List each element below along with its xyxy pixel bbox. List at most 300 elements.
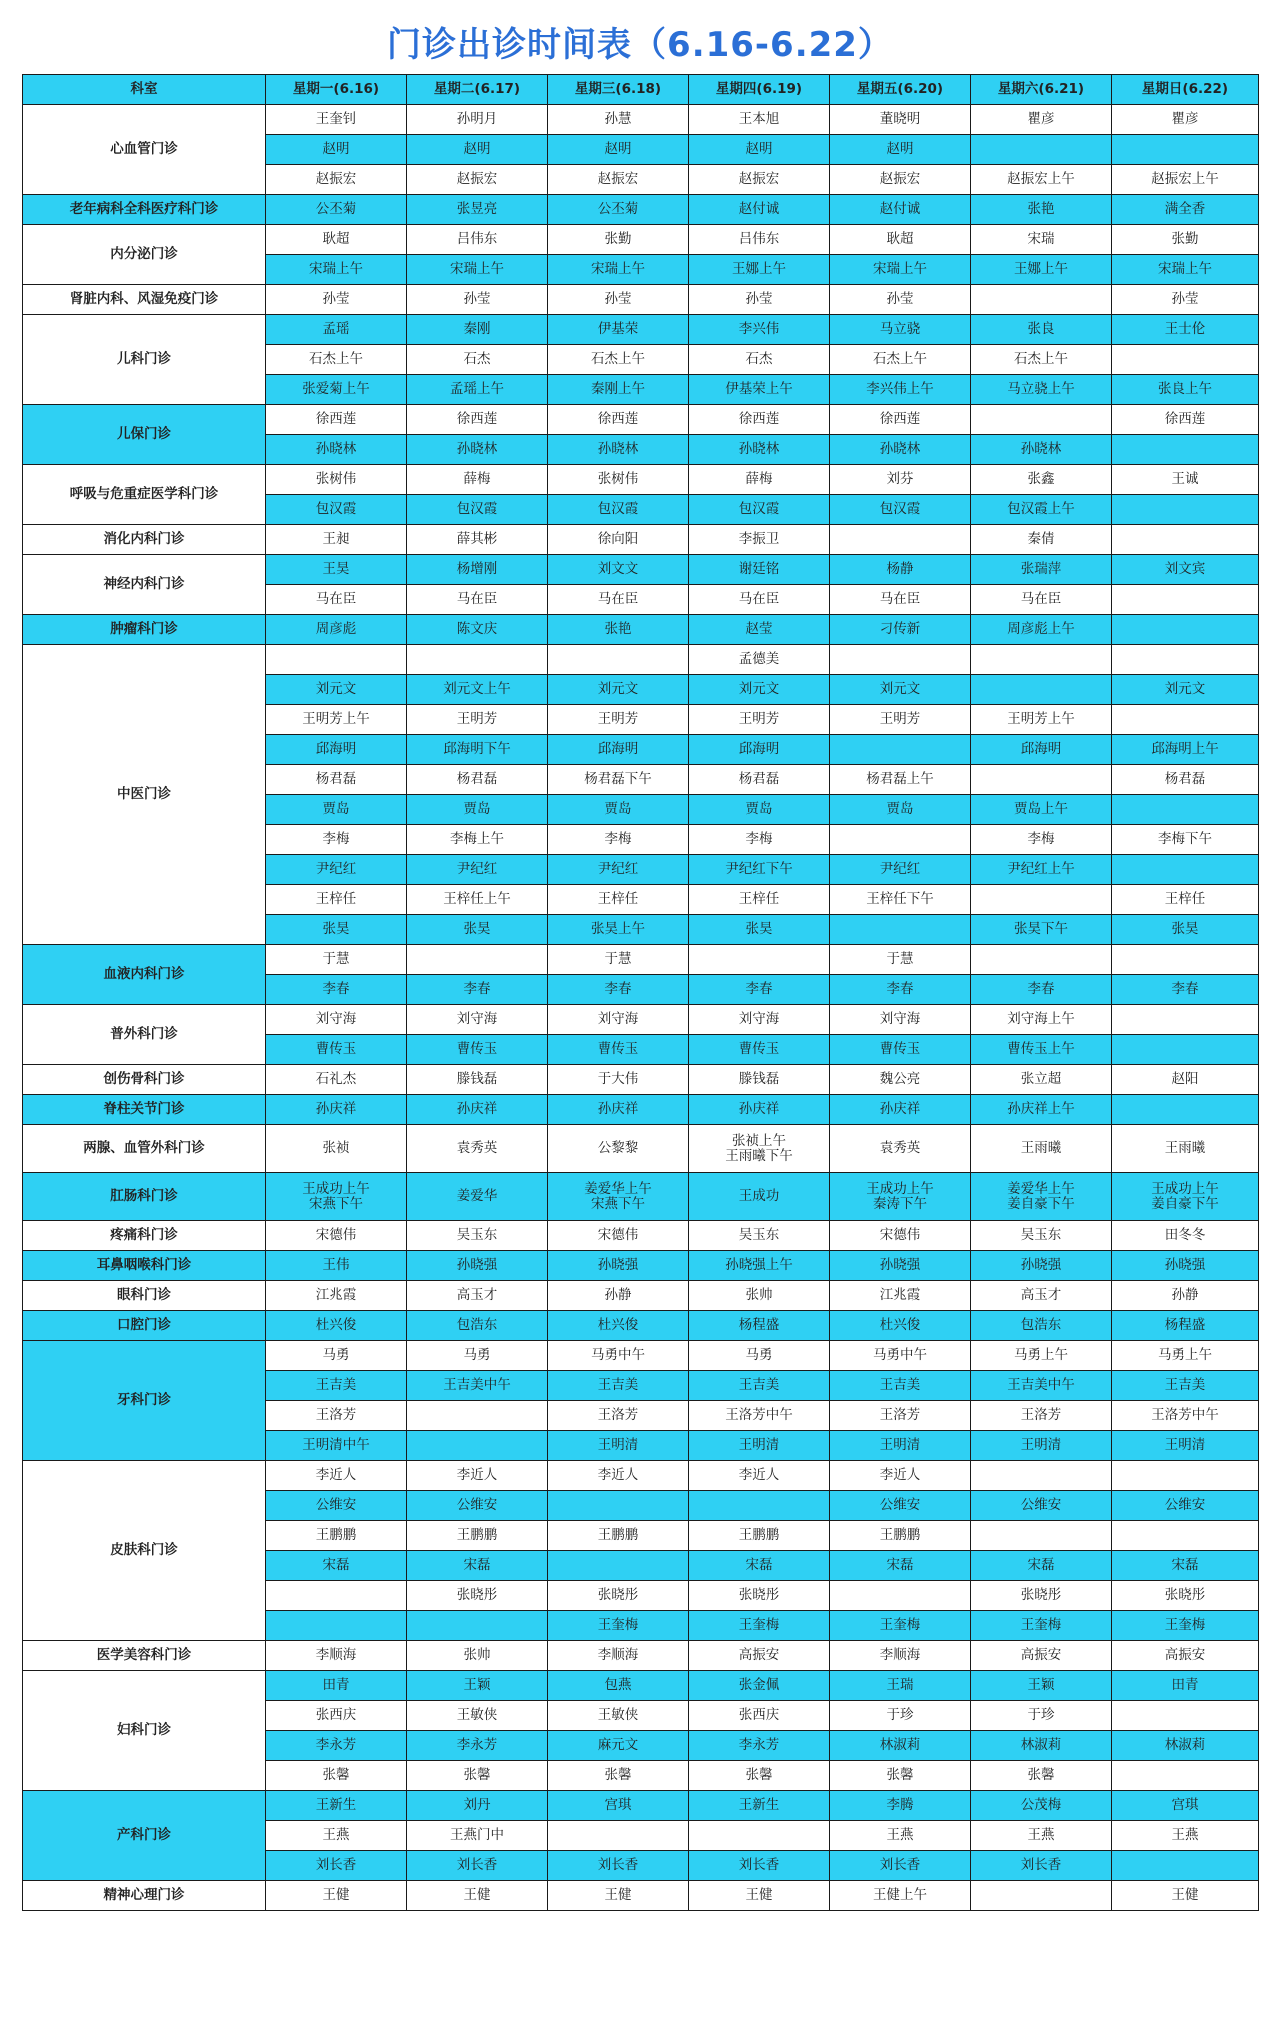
doctor-cell: 刘长香 <box>407 1851 548 1881</box>
doctor-cell <box>1112 705 1259 735</box>
doctor-cell: 王明芳上午 <box>971 705 1112 735</box>
table-row <box>23 1125 1259 1173</box>
doctor-cell <box>971 945 1112 975</box>
table-row <box>23 1221 1259 1251</box>
department-name: 脊柱关节门诊 <box>23 1095 266 1125</box>
doctor-cell: 王洛芳中午 <box>689 1401 830 1431</box>
doctor-cell: 李顺海 <box>830 1641 971 1671</box>
doctor-cell: 邱海明 <box>971 735 1112 765</box>
doctor-cell: 于慧 <box>548 945 689 975</box>
doctor-cell: 马立骁上午 <box>971 375 1112 405</box>
doctor-cell: 李春 <box>548 975 689 1005</box>
doctor-cell: 王梓任上午 <box>407 885 548 915</box>
doctor-cell <box>971 135 1112 165</box>
doctor-cell: 魏公亮 <box>830 1065 971 1095</box>
table-row <box>23 525 1259 555</box>
doctor-cell: 李近人 <box>830 1461 971 1491</box>
doctor-cell: 杨君磊 <box>689 765 830 795</box>
doctor-cell: 宋德伟 <box>830 1221 971 1251</box>
doctor-cell <box>266 645 407 675</box>
doctor-cell <box>1112 1761 1259 1791</box>
doctor-cell: 刘元文 <box>266 675 407 705</box>
doctor-cell: 王奎梅 <box>548 1611 689 1641</box>
department-name: 创伤骨科门诊 <box>23 1065 266 1095</box>
doctor-cell: 杨静 <box>830 555 971 585</box>
doctor-cell <box>1112 615 1259 645</box>
doctor-cell: 包浩东 <box>971 1311 1112 1341</box>
department-name: 精神心理门诊 <box>23 1881 266 1911</box>
doctor-cell: 刘长香 <box>971 1851 1112 1881</box>
doctor-cell <box>407 1611 548 1641</box>
doctor-cell <box>971 285 1112 315</box>
department-name: 内分泌门诊 <box>23 225 266 285</box>
doctor-cell: 王梓任 <box>1112 885 1259 915</box>
header-day: 星期四(6.19) <box>689 75 830 105</box>
doctor-cell <box>830 735 971 765</box>
doctor-cell: 徐西莲 <box>830 405 971 435</box>
doctor-cell: 李春 <box>830 975 971 1005</box>
doctor-cell: 刘长香 <box>548 1851 689 1881</box>
doctor-cell: 王奎钊 <box>266 105 407 135</box>
doctor-cell: 刘元文 <box>830 675 971 705</box>
doctor-cell: 王明芳 <box>548 705 689 735</box>
doctor-cell: 刘守海上午 <box>971 1005 1112 1035</box>
doctor-cell <box>971 1521 1112 1551</box>
doctor-cell <box>1112 1005 1259 1035</box>
department-name: 皮肤科门诊 <box>23 1461 266 1641</box>
doctor-cell: 邱海明 <box>266 735 407 765</box>
doctor-cell: 赵付诚 <box>830 195 971 225</box>
doctor-cell: 张良 <box>971 315 1112 345</box>
doctor-cell: 孙晓强 <box>830 1251 971 1281</box>
doctor-cell: 赵振宏上午 <box>1112 165 1259 195</box>
doctor-cell: 孙晓林 <box>971 435 1112 465</box>
doctor-cell: 杜兴俊 <box>830 1311 971 1341</box>
doctor-cell: 孙晓强 <box>548 1251 689 1281</box>
doctor-cell <box>266 1611 407 1641</box>
doctor-cell: 王本旭 <box>689 105 830 135</box>
doctor-cell: 孙明月 <box>407 105 548 135</box>
doctor-cell: 曹传玉上午 <box>971 1035 1112 1065</box>
doctor-cell: 王健 <box>266 1881 407 1911</box>
doctor-cell <box>407 1401 548 1431</box>
doctor-cell: 王新生 <box>266 1791 407 1821</box>
doctor-cell: 刘守海 <box>830 1005 971 1035</box>
doctor-cell: 满全香 <box>1112 195 1259 225</box>
doctor-cell: 宋磊 <box>689 1551 830 1581</box>
doctor-cell: 马在臣 <box>407 585 548 615</box>
doctor-cell: 孙晓林 <box>407 435 548 465</box>
doctor-cell: 王鹏鹏 <box>266 1521 407 1551</box>
doctor-cell: 张勤 <box>1112 225 1259 255</box>
doctor-cell <box>1112 1461 1259 1491</box>
doctor-cell: 王燕 <box>1112 1821 1259 1851</box>
doctor-cell: 公维安 <box>1112 1491 1259 1521</box>
doctor-cell <box>971 1461 1112 1491</box>
doctor-cell: 刘元文上午 <box>407 675 548 705</box>
doctor-cell: 吴玉东 <box>407 1221 548 1251</box>
doctor-cell <box>1112 435 1259 465</box>
doctor-cell: 于大伟 <box>548 1065 689 1095</box>
doctor-cell: 赵明 <box>266 135 407 165</box>
doctor-cell: 李顺海 <box>266 1641 407 1671</box>
doctor-cell: 徐西莲 <box>266 405 407 435</box>
table-row <box>23 615 1259 645</box>
header-day: 星期五(6.20) <box>830 75 971 105</box>
doctor-cell: 王明清 <box>830 1431 971 1461</box>
doctor-cell: 马在臣 <box>689 585 830 615</box>
doctor-cell: 秦倩 <box>971 525 1112 555</box>
doctor-cell: 王吉美 <box>689 1371 830 1401</box>
doctor-cell: 包汉霞 <box>830 495 971 525</box>
doctor-cell: 孙晓强 <box>971 1251 1112 1281</box>
doctor-cell: 宋磊 <box>1112 1551 1259 1581</box>
header-row <box>23 75 1259 105</box>
table-row <box>23 465 1259 495</box>
doctor-cell: 赵振宏 <box>830 165 971 195</box>
doctor-cell: 王雨曦 <box>1112 1125 1259 1173</box>
doctor-cell: 宋瑞上午 <box>266 255 407 285</box>
doctor-cell: 张鑫 <box>971 465 1112 495</box>
doctor-cell: 张树伟 <box>266 465 407 495</box>
doctor-cell: 李梅 <box>548 825 689 855</box>
doctor-cell: 孙晓林 <box>830 435 971 465</box>
doctor-cell: 田青 <box>1112 1671 1259 1701</box>
doctor-cell: 李永芳 <box>266 1731 407 1761</box>
doctor-cell <box>830 645 971 675</box>
doctor-cell: 赵明 <box>548 135 689 165</box>
doctor-cell: 王伟 <box>266 1251 407 1281</box>
table-row <box>23 1671 1259 1701</box>
doctor-cell: 孙晓林 <box>689 435 830 465</box>
doctor-cell: 孟瑶 <box>266 315 407 345</box>
doctor-cell: 贾岛 <box>407 795 548 825</box>
doctor-cell: 公维安 <box>971 1491 1112 1521</box>
doctor-cell: 李近人 <box>266 1461 407 1491</box>
table-row <box>23 285 1259 315</box>
doctor-cell: 王燕 <box>266 1821 407 1851</box>
department-name: 血液内科门诊 <box>23 945 266 1005</box>
doctor-cell: 于珍 <box>971 1701 1112 1731</box>
table-row <box>23 405 1259 435</box>
doctor-cell: 王昶 <box>266 525 407 555</box>
doctor-cell: 马在臣 <box>971 585 1112 615</box>
doctor-cell: 王吉美 <box>830 1371 971 1401</box>
department-name: 老年病科全科医疗科门诊 <box>23 195 266 225</box>
doctor-cell: 公丕菊 <box>266 195 407 225</box>
doctor-cell: 尹纪红 <box>548 855 689 885</box>
doctor-cell: 李梅 <box>266 825 407 855</box>
doctor-cell: 王洛芳 <box>971 1401 1112 1431</box>
doctor-cell: 赵振宏 <box>548 165 689 195</box>
doctor-cell: 王娜上午 <box>689 255 830 285</box>
doctor-cell: 孙庆祥上午 <box>971 1095 1112 1125</box>
department-name: 普外科门诊 <box>23 1005 266 1065</box>
doctor-cell: 石杰 <box>407 345 548 375</box>
doctor-cell <box>1112 1521 1259 1551</box>
doctor-cell: 王健上午 <box>830 1881 971 1911</box>
doctor-cell: 张晓彤 <box>1112 1581 1259 1611</box>
doctor-cell: 张晓彤 <box>971 1581 1112 1611</box>
doctor-cell: 王奎梅 <box>689 1611 830 1641</box>
doctor-cell: 刘元文 <box>689 675 830 705</box>
doctor-cell: 李春 <box>266 975 407 1005</box>
doctor-cell: 宋德伟 <box>548 1221 689 1251</box>
doctor-cell: 李梅下午 <box>1112 825 1259 855</box>
doctor-cell: 张瑞萍 <box>971 555 1112 585</box>
doctor-cell: 林淑莉 <box>830 1731 971 1761</box>
doctor-cell: 刘长香 <box>689 1851 830 1881</box>
doctor-cell <box>971 645 1112 675</box>
doctor-cell: 刘元文 <box>1112 675 1259 705</box>
department-name: 两腺、血管外科门诊 <box>23 1125 266 1173</box>
doctor-cell: 吴玉东 <box>689 1221 830 1251</box>
doctor-cell: 王奎梅 <box>1112 1611 1259 1641</box>
doctor-cell: 李梅上午 <box>407 825 548 855</box>
doctor-cell: 张馨 <box>548 1761 689 1791</box>
doctor-cell: 耿超 <box>830 225 971 255</box>
doctor-cell: 李腾 <box>830 1791 971 1821</box>
table-row <box>23 1641 1259 1671</box>
doctor-cell: 尹纪红下午 <box>689 855 830 885</box>
doctor-cell: 王吉美 <box>266 1371 407 1401</box>
doctor-cell <box>971 1881 1112 1911</box>
doctor-cell: 王成功 <box>689 1173 830 1221</box>
doctor-cell: 王梓任 <box>266 885 407 915</box>
doctor-cell: 李梅 <box>689 825 830 855</box>
doctor-cell: 刘守海 <box>548 1005 689 1035</box>
doctor-cell: 尹纪红 <box>407 855 548 885</box>
doctor-cell: 刘长香 <box>830 1851 971 1881</box>
doctor-cell: 张晓彤 <box>548 1581 689 1611</box>
doctor-cell: 王士伦 <box>1112 315 1259 345</box>
department-name: 医学美容科门诊 <box>23 1641 266 1671</box>
doctor-cell: 薛梅 <box>407 465 548 495</box>
doctor-cell: 张立超 <box>971 1065 1112 1095</box>
doctor-cell: 刘元文 <box>548 675 689 705</box>
doctor-cell: 孙庆祥 <box>266 1095 407 1125</box>
doctor-cell: 刘守海 <box>689 1005 830 1035</box>
doctor-cell: 张昊 <box>266 915 407 945</box>
doctor-cell <box>689 1491 830 1521</box>
doctor-cell: 徐向阳 <box>548 525 689 555</box>
doctor-cell <box>407 1431 548 1461</box>
doctor-cell: 邱海明上午 <box>1112 735 1259 765</box>
doctor-cell: 吴玉东 <box>971 1221 1112 1251</box>
doctor-cell: 于慧 <box>830 945 971 975</box>
doctor-cell: 孙莹 <box>830 285 971 315</box>
doctor-cell: 杨君磊 <box>407 765 548 795</box>
doctor-cell: 赵振宏 <box>407 165 548 195</box>
doctor-cell <box>971 885 1112 915</box>
doctor-cell <box>1112 1035 1259 1065</box>
doctor-cell: 赵莹 <box>689 615 830 645</box>
doctor-cell: 谢廷铭 <box>689 555 830 585</box>
doctor-cell: 孙莹 <box>266 285 407 315</box>
doctor-cell: 秦刚上午 <box>548 375 689 405</box>
doctor-cell: 王鹏鹏 <box>407 1521 548 1551</box>
doctor-cell <box>266 1581 407 1611</box>
doctor-cell: 王明清 <box>689 1431 830 1461</box>
doctor-cell: 杨君磊上午 <box>830 765 971 795</box>
doctor-cell: 张昊下午 <box>971 915 1112 945</box>
doctor-cell: 张艳 <box>548 615 689 645</box>
doctor-cell: 刘守海 <box>266 1005 407 1035</box>
department-name: 肾脏内科、风湿免疫门诊 <box>23 285 266 315</box>
doctor-cell: 张昊 <box>407 915 548 945</box>
doctor-cell: 李兴伟上午 <box>830 375 971 405</box>
doctor-cell: 马在臣 <box>548 585 689 615</box>
doctor-cell: 王梓任 <box>689 885 830 915</box>
doctor-cell: 马在臣 <box>266 585 407 615</box>
doctor-cell: 李近人 <box>689 1461 830 1491</box>
doctor-cell: 邱海明 <box>548 735 689 765</box>
doctor-cell: 孙莹 <box>689 285 830 315</box>
doctor-cell: 林淑莉 <box>1112 1731 1259 1761</box>
doctor-cell: 姜爱华上午 姜自豪下午 <box>971 1173 1112 1221</box>
doctor-cell: 张爱菊上午 <box>266 375 407 405</box>
header-day: 星期一(6.16) <box>266 75 407 105</box>
doctor-cell: 马勇上午 <box>971 1341 1112 1371</box>
department-name: 儿保门诊 <box>23 405 266 465</box>
doctor-cell: 曹传玉 <box>830 1035 971 1065</box>
doctor-cell: 王诚 <box>1112 465 1259 495</box>
doctor-cell: 孟德美 <box>689 645 830 675</box>
doctor-cell: 石杰 <box>689 345 830 375</box>
doctor-cell: 王昊 <box>266 555 407 585</box>
doctor-cell: 徐西莲 <box>407 405 548 435</box>
doctor-cell: 包汉霞 <box>266 495 407 525</box>
doctor-cell: 马勇 <box>407 1341 548 1371</box>
doctor-cell: 张馨 <box>971 1761 1112 1791</box>
doctor-cell: 包燕 <box>548 1671 689 1701</box>
doctor-cell: 张馨 <box>830 1761 971 1791</box>
doctor-cell: 王鹏鹏 <box>548 1521 689 1551</box>
doctor-cell: 王成功上午 秦涛下午 <box>830 1173 971 1221</box>
doctor-cell: 宫琪 <box>548 1791 689 1821</box>
doctor-cell: 薛其彬 <box>407 525 548 555</box>
doctor-cell: 于慧 <box>266 945 407 975</box>
department-name: 消化内科门诊 <box>23 525 266 555</box>
doctor-cell: 王颖 <box>407 1671 548 1701</box>
department-name: 肿瘤科门诊 <box>23 615 266 645</box>
doctor-cell: 王洛芳中午 <box>1112 1401 1259 1431</box>
doctor-cell <box>971 675 1112 705</box>
doctor-cell: 王健 <box>1112 1881 1259 1911</box>
doctor-cell: 张昊 <box>1112 915 1259 945</box>
department-name: 产科门诊 <box>23 1791 266 1881</box>
doctor-cell: 马立骁 <box>830 315 971 345</box>
doctor-cell <box>1112 645 1259 675</box>
doctor-cell: 王健 <box>689 1881 830 1911</box>
doctor-cell: 王敏侠 <box>548 1701 689 1731</box>
doctor-cell: 刁传新 <box>830 615 971 645</box>
doctor-cell: 伊基荣 <box>548 315 689 345</box>
schedule-body <box>23 105 1259 1911</box>
doctor-cell: 杨君磊 <box>266 765 407 795</box>
doctor-cell: 孙莹 <box>548 285 689 315</box>
doctor-cell: 公维安 <box>407 1491 548 1521</box>
doctor-cell: 张昱亮 <box>407 195 548 225</box>
doctor-cell: 李永芳 <box>689 1731 830 1761</box>
doctor-cell: 王吉美中午 <box>971 1371 1112 1401</box>
table-row <box>23 195 1259 225</box>
doctor-cell: 马勇上午 <box>1112 1341 1259 1371</box>
doctor-cell: 王明清 <box>971 1431 1112 1461</box>
doctor-cell: 孙晓强 <box>407 1251 548 1281</box>
table-row <box>23 315 1259 345</box>
doctor-cell: 王成功上午 宋燕下午 <box>266 1173 407 1221</box>
doctor-cell: 张昊 <box>689 915 830 945</box>
doctor-cell: 包汉霞 <box>548 495 689 525</box>
department-name: 中医门诊 <box>23 645 266 945</box>
doctor-cell: 姜爱华上午 宋燕下午 <box>548 1173 689 1221</box>
doctor-cell: 瞿彦 <box>971 105 1112 135</box>
doctor-cell: 张树伟 <box>548 465 689 495</box>
table-row <box>23 1173 1259 1221</box>
doctor-cell: 于珍 <box>830 1701 971 1731</box>
doctor-cell: 孙莹 <box>1112 285 1259 315</box>
doctor-cell: 赵振宏 <box>266 165 407 195</box>
doctor-cell <box>830 525 971 555</box>
doctor-cell: 公茂梅 <box>971 1791 1112 1821</box>
doctor-cell: 尹纪红 <box>830 855 971 885</box>
doctor-cell: 王明清中午 <box>266 1431 407 1461</box>
doctor-cell: 孙晓林 <box>266 435 407 465</box>
doctor-cell: 宋瑞上午 <box>407 255 548 285</box>
doctor-cell <box>548 1551 689 1581</box>
doctor-cell: 孙静 <box>1112 1281 1259 1311</box>
doctor-cell <box>830 825 971 855</box>
doctor-cell <box>1112 345 1259 375</box>
doctor-cell: 李春 <box>971 975 1112 1005</box>
doctor-cell: 王燕门中 <box>407 1821 548 1851</box>
doctor-cell: 王明清 <box>1112 1431 1259 1461</box>
doctor-cell: 王吉美中午 <box>407 1371 548 1401</box>
doctor-cell: 张祯上午 王雨曦下午 <box>689 1125 830 1173</box>
doctor-cell: 李振卫 <box>689 525 830 555</box>
doctor-cell: 徐西莲 <box>548 405 689 435</box>
department-name: 耳鼻咽喉科门诊 <box>23 1251 266 1281</box>
doctor-cell: 高振安 <box>1112 1641 1259 1671</box>
doctor-cell: 王明芳上午 <box>266 705 407 735</box>
doctor-cell: 马勇 <box>689 1341 830 1371</box>
doctor-cell: 宋磊 <box>971 1551 1112 1581</box>
header-day: 星期三(6.18) <box>548 75 689 105</box>
doctor-cell: 张祯 <box>266 1125 407 1173</box>
department-name: 肛肠科门诊 <box>23 1173 266 1221</box>
table-row <box>23 1341 1259 1371</box>
doctor-cell <box>1112 945 1259 975</box>
table-row <box>23 225 1259 255</box>
doctor-cell: 姜爱华 <box>407 1173 548 1221</box>
doctor-cell <box>1112 585 1259 615</box>
doctor-cell: 孙庆祥 <box>548 1095 689 1125</box>
doctor-cell: 高振安 <box>689 1641 830 1671</box>
doctor-cell: 贾岛 <box>266 795 407 825</box>
doctor-cell: 尹纪红 <box>266 855 407 885</box>
doctor-cell: 刘长香 <box>266 1851 407 1881</box>
doctor-cell: 贾岛 <box>689 795 830 825</box>
doctor-cell: 李永芳 <box>407 1731 548 1761</box>
doctor-cell: 王健 <box>548 1881 689 1911</box>
doctor-cell: 马勇 <box>266 1341 407 1371</box>
doctor-cell <box>830 1581 971 1611</box>
department-name: 口腔门诊 <box>23 1311 266 1341</box>
doctor-cell: 石杰上午 <box>548 345 689 375</box>
doctor-cell: 徐西莲 <box>1112 405 1259 435</box>
doctor-cell: 王明芳 <box>830 705 971 735</box>
